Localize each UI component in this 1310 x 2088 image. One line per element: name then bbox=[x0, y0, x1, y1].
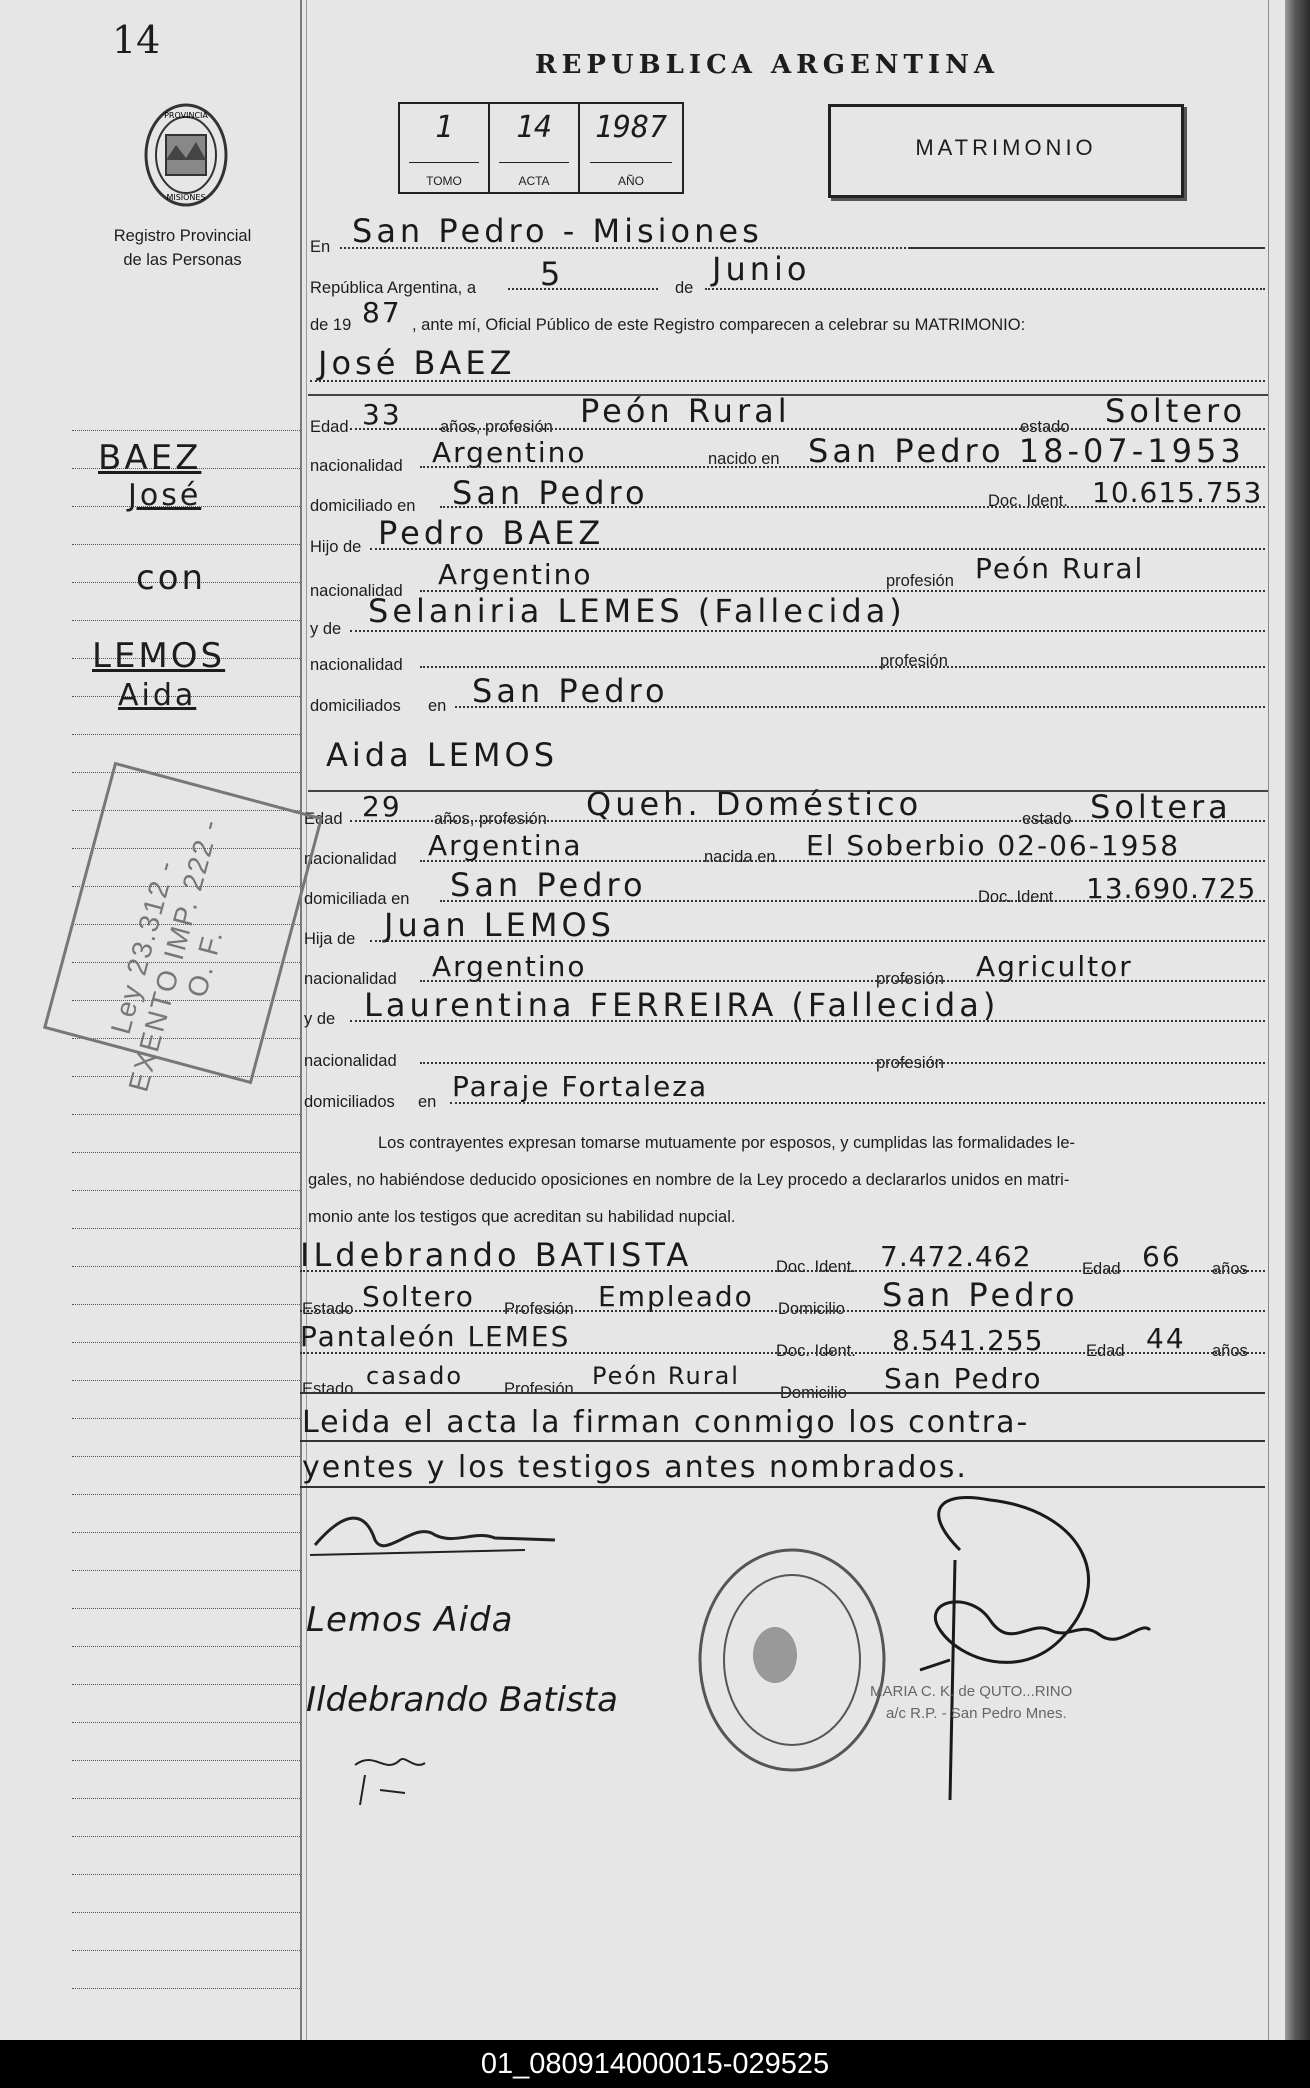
witness1-status-label: Estado bbox=[302, 1300, 354, 1318]
margin-ruled-line bbox=[72, 1760, 300, 1761]
margin-ruled-line bbox=[72, 1874, 300, 1875]
act-type-box bbox=[828, 104, 1184, 198]
witness1-profession: Empleado bbox=[598, 1280, 754, 1313]
witness1-doc: 7.472.462 bbox=[880, 1240, 1032, 1273]
margin-ruled-line bbox=[72, 1380, 300, 1381]
fill-line bbox=[705, 288, 1265, 290]
bride-domicile: San Pedro bbox=[450, 866, 647, 904]
bride-nationality-label: nacionalidad bbox=[304, 850, 397, 868]
tax-exempt-stamp-text: Ley 23.312 - EXENTO IMP. 222 - O. F. bbox=[104, 814, 229, 1095]
acta-value: 14 bbox=[515, 110, 553, 145]
groom-domicile-label: domiciliado en bbox=[310, 497, 416, 515]
groom-parents-domicile: San Pedro bbox=[472, 672, 669, 710]
margin-ruled-line bbox=[72, 1608, 300, 1609]
groom-mother: Selaniria LEMES (Fallecida) bbox=[368, 592, 906, 630]
margin-ruled-line bbox=[72, 1342, 300, 1343]
witness2-profession: Peón Rural bbox=[592, 1362, 740, 1390]
bride-mother-nationality-label: nacionalidad bbox=[304, 1052, 397, 1070]
margin-ruled-line bbox=[72, 734, 300, 735]
fill-line bbox=[300, 1310, 1265, 1312]
margin-ruled-line bbox=[72, 1798, 300, 1799]
witness1-doc-label: Doc. Ident. bbox=[776, 1258, 856, 1276]
witness1-name: ILdebrando BATISTA bbox=[300, 1236, 693, 1274]
fill-line bbox=[440, 900, 1265, 902]
republic-header: REPUBLICA ARGENTINA bbox=[535, 50, 1000, 80]
groom-mother-nationality-label: nacionalidad bbox=[310, 656, 403, 674]
declaration-paragraph bbox=[308, 1125, 1253, 1236]
fill-line bbox=[420, 980, 1265, 982]
bride-mother-label: y de bbox=[304, 1010, 336, 1028]
tomo-label: TOMO bbox=[426, 174, 462, 188]
day-value: 5 bbox=[540, 255, 565, 293]
month-value: Junio bbox=[712, 250, 811, 288]
year-suffix: 87 bbox=[362, 296, 402, 329]
groom-birthplace-label: nacido en bbox=[708, 450, 780, 468]
fill-line bbox=[350, 820, 1265, 822]
bride-doc-label: Doc. Ident. bbox=[978, 888, 1058, 906]
fill-line bbox=[300, 1440, 1265, 1442]
bride-father-profession-label: profesión bbox=[876, 970, 944, 988]
groom-nationality: Argentino bbox=[432, 436, 587, 469]
margin-ruled-line bbox=[72, 1456, 300, 1457]
margin-line bbox=[300, 0, 302, 2040]
intro-statement: , ante mí, Oficial Público de este Registro comparecen a celebrar su MATRIMONIO: bbox=[412, 316, 1026, 334]
fill-line bbox=[450, 1102, 1265, 1104]
witness1-profession-label: Profesión bbox=[504, 1300, 574, 1318]
fill-line bbox=[440, 506, 1265, 508]
fill-line bbox=[300, 1392, 1265, 1394]
signature-bride: Lemos Aida bbox=[306, 1600, 514, 1640]
groom-father-profession: Peón Rural bbox=[975, 552, 1145, 585]
margin-ruled-line bbox=[72, 1646, 300, 1647]
groom-doc-label: Doc. Ident. bbox=[988, 492, 1068, 510]
margin-ruled-line bbox=[72, 544, 300, 545]
groom-father-label: Hijo de bbox=[310, 538, 362, 556]
declaration-line3: monio ante los testigos que acreditan su habilidad nupcial. bbox=[308, 1208, 736, 1226]
groom-name: José BAEZ bbox=[318, 344, 516, 382]
witness2-domicile-label: Domicilio bbox=[780, 1384, 847, 1402]
book-spine-edge bbox=[1285, 0, 1310, 2040]
witness2-age: 44 bbox=[1146, 1322, 1186, 1355]
groom-parents-domicile-label: domiciliados bbox=[310, 697, 401, 715]
margin-connector: con bbox=[136, 558, 207, 598]
groom-status-label: estado bbox=[1020, 418, 1070, 436]
fill-line bbox=[910, 247, 1265, 249]
republica-label: República Argentina, a bbox=[310, 279, 477, 297]
margin-surname1: BAEZ bbox=[98, 438, 202, 478]
bride-father-label: Hija de bbox=[304, 930, 356, 948]
witness2-age-label: Edad bbox=[1086, 1342, 1125, 1360]
bride-status-label: estado bbox=[1022, 810, 1072, 828]
groom-profession: Peón Rural bbox=[580, 392, 791, 430]
groom-age-label: Edad bbox=[310, 418, 349, 436]
margin-name1: José bbox=[128, 478, 202, 513]
margin-ruled-line bbox=[72, 1114, 300, 1115]
en-label: En bbox=[310, 238, 331, 256]
groom-mother-label: y de bbox=[310, 620, 342, 638]
fill-line bbox=[340, 247, 910, 249]
declaration-line2: gales, no habiéndose deducido oposiciones en nombre de la Ley procedo a declararlos unidos en matri- bbox=[308, 1171, 1070, 1189]
year-prefix: de 19 bbox=[310, 316, 352, 334]
margin-ruled-line bbox=[72, 1722, 300, 1723]
witness1-domicile: San Pedro bbox=[882, 1276, 1079, 1314]
ano-value: 1987 bbox=[594, 110, 668, 145]
fill-line bbox=[300, 1352, 1265, 1354]
groom-status: Soltero bbox=[1105, 392, 1247, 430]
groom-doc: 10.615.753 bbox=[1092, 476, 1263, 509]
seal-bottom-text: MISIONES bbox=[166, 193, 206, 202]
bride-domicile-label: domiciliada en bbox=[304, 890, 410, 908]
signature-witness1: Ildebrando Batista bbox=[306, 1680, 618, 1720]
bride-age-label: Edad bbox=[304, 810, 343, 828]
act-type-label: MATRIMONIO bbox=[915, 135, 1097, 160]
footer-bar bbox=[0, 2040, 1310, 2088]
bride-parents-en-label: en bbox=[418, 1093, 437, 1111]
closing-line2: yentes y los testigos antes nombrados. bbox=[302, 1450, 968, 1485]
closing-line1: Leida el acta la firman conmigo los contra- bbox=[302, 1405, 1030, 1440]
bride-mother-profession-label: profesión bbox=[876, 1054, 944, 1072]
margin-ruled-line bbox=[72, 1152, 300, 1153]
signature-official bbox=[880, 1470, 1160, 1800]
fill-line bbox=[310, 380, 1265, 382]
bride-birthplace: El Soberbio 02-06-1958 bbox=[806, 829, 1181, 862]
bride-father-profession: Agricultor bbox=[976, 950, 1133, 983]
fill-line bbox=[508, 288, 658, 290]
margin-ruled-line bbox=[72, 1684, 300, 1685]
fill-line bbox=[350, 1020, 1265, 1022]
bride-father-nationality-label: nacionalidad bbox=[304, 970, 397, 988]
tomo-cell bbox=[400, 104, 490, 192]
groom-nationality-label: nacionalidad bbox=[310, 457, 403, 475]
margin-ruled-line bbox=[72, 1836, 300, 1837]
witness1-age-label: Edad bbox=[1082, 1260, 1121, 1278]
groom-father-nationality-label: nacionalidad bbox=[310, 582, 403, 600]
margin-ruled-line bbox=[72, 1494, 300, 1495]
bride-profession-label: años, profesión bbox=[434, 810, 547, 828]
bride-mother: Laurentina FERREIRA (Fallecida) bbox=[364, 986, 1000, 1024]
witness2-doc: 8.541.255 bbox=[892, 1324, 1044, 1357]
declaration-line1: Los contrayentes expresan tomarse mutuamente por esposos, y cumplidas las formalidades le- bbox=[378, 1134, 1076, 1152]
bride-father: Juan LEMOS bbox=[384, 906, 615, 944]
groom-domicile: San Pedro bbox=[452, 474, 649, 512]
margin-ruled-line bbox=[72, 1190, 300, 1191]
fill-line bbox=[420, 466, 1265, 468]
right-rule bbox=[1268, 0, 1269, 2040]
registry-round-stamp bbox=[695, 1545, 890, 1775]
margin-ruled-line bbox=[72, 1570, 300, 1571]
witness2-profession-label: Profesión bbox=[504, 1380, 574, 1398]
bride-profession: Queh. Doméstico bbox=[586, 785, 923, 823]
margin-ruled-line bbox=[72, 620, 300, 621]
tomo-value: 1 bbox=[434, 110, 454, 145]
bride-father-nationality: Argentino bbox=[432, 950, 587, 983]
official-caption bbox=[870, 1681, 1072, 1725]
fill-line bbox=[350, 428, 1265, 430]
official-caption-line1: MARIA C. K. de QUTO...RINO bbox=[870, 1683, 1073, 1700]
fill-line bbox=[370, 940, 1265, 942]
witness2-doc-label: Doc. Ident. bbox=[776, 1342, 856, 1360]
ano-label: AÑO bbox=[617, 174, 644, 188]
bride-status: Soltera bbox=[1090, 788, 1232, 826]
registry-label-line2: de las Personas bbox=[123, 251, 242, 269]
fill-line bbox=[420, 666, 1265, 668]
registry-label bbox=[90, 224, 275, 272]
bride-parents-domicile-label: domiciliados bbox=[304, 1093, 395, 1111]
witness1-age: 66 bbox=[1142, 1240, 1182, 1273]
margin-ruled-line bbox=[72, 772, 300, 773]
bride-nationality: Argentina bbox=[428, 829, 583, 862]
margin-name2: Aida bbox=[118, 678, 197, 713]
de-label: de bbox=[675, 279, 694, 297]
margin-ruled-line bbox=[72, 1228, 300, 1229]
groom-father-profession-label: profesión bbox=[886, 572, 954, 590]
groom-mother-profession-label: profesión bbox=[880, 652, 948, 670]
signature-witness2 bbox=[345, 1745, 435, 1815]
footer-id: 01_080914000015-029525 bbox=[480, 2048, 830, 2080]
witness2-anos-label: años bbox=[1212, 1342, 1248, 1360]
bride-name: Aida LEMOS bbox=[326, 736, 559, 774]
bride-parents-domicile: Paraje Fortaleza bbox=[452, 1070, 709, 1103]
margin-ruled-line bbox=[72, 430, 300, 431]
ano-cell bbox=[580, 104, 682, 192]
margin-ruled-line bbox=[72, 1266, 300, 1267]
witness2-status: casado bbox=[366, 1362, 464, 1390]
bride-age: 29 bbox=[362, 790, 402, 823]
seal-top-text: PROVINCIA bbox=[164, 111, 208, 120]
witness1-domicile-label: Domicilio bbox=[778, 1300, 845, 1318]
margin-ruled-line bbox=[72, 1532, 300, 1533]
groom-father-nationality: Argentino bbox=[438, 558, 593, 591]
witness2-domicile: San Pedro bbox=[884, 1362, 1043, 1395]
fill-line bbox=[420, 1062, 1265, 1064]
fill-line bbox=[370, 548, 1265, 550]
place-value: San Pedro - Misiones bbox=[352, 212, 763, 250]
signature-groom bbox=[305, 1500, 565, 1570]
official-caption-line2: a/c R.P. - San Pedro Mnes. bbox=[886, 1705, 1067, 1722]
margin-ruled-line bbox=[72, 1950, 300, 1951]
witness1-anos-label: años bbox=[1212, 1260, 1248, 1278]
witness2-name: Pantaleón LEMES bbox=[300, 1320, 571, 1353]
margin-ruled-line bbox=[72, 1988, 300, 1989]
provincial-seal-icon bbox=[140, 100, 232, 210]
margin-surname2: LEMOS bbox=[92, 636, 226, 676]
groom-father: Pedro BAEZ bbox=[378, 514, 605, 552]
fill-line bbox=[420, 860, 1265, 862]
groom-profession-label: años, profesión bbox=[440, 418, 553, 436]
bride-doc: 13.690.725 bbox=[1086, 872, 1257, 905]
margin-ruled-line bbox=[72, 1912, 300, 1913]
registry-label-line1: Registro Provincial bbox=[113, 227, 252, 245]
acta-cell bbox=[490, 104, 580, 192]
page-number: 14 bbox=[112, 18, 161, 62]
acta-label: ACTA bbox=[518, 174, 550, 188]
act-number-box bbox=[398, 102, 684, 194]
fill-line bbox=[350, 630, 1265, 632]
witness2-status-label: Estado bbox=[302, 1380, 354, 1398]
groom-birthplace: San Pedro 18-07-1953 bbox=[808, 432, 1245, 470]
witness1-status: Soltero bbox=[362, 1280, 475, 1313]
fill-line bbox=[455, 706, 1265, 708]
groom-age: 33 bbox=[362, 398, 402, 431]
fill-line bbox=[300, 1270, 1265, 1272]
margin-ruled-line bbox=[72, 1304, 300, 1305]
groom-parents-en-label: en bbox=[428, 697, 447, 715]
bride-birthplace-label: nacida en bbox=[704, 848, 776, 866]
margin-ruled-line bbox=[72, 1418, 300, 1419]
